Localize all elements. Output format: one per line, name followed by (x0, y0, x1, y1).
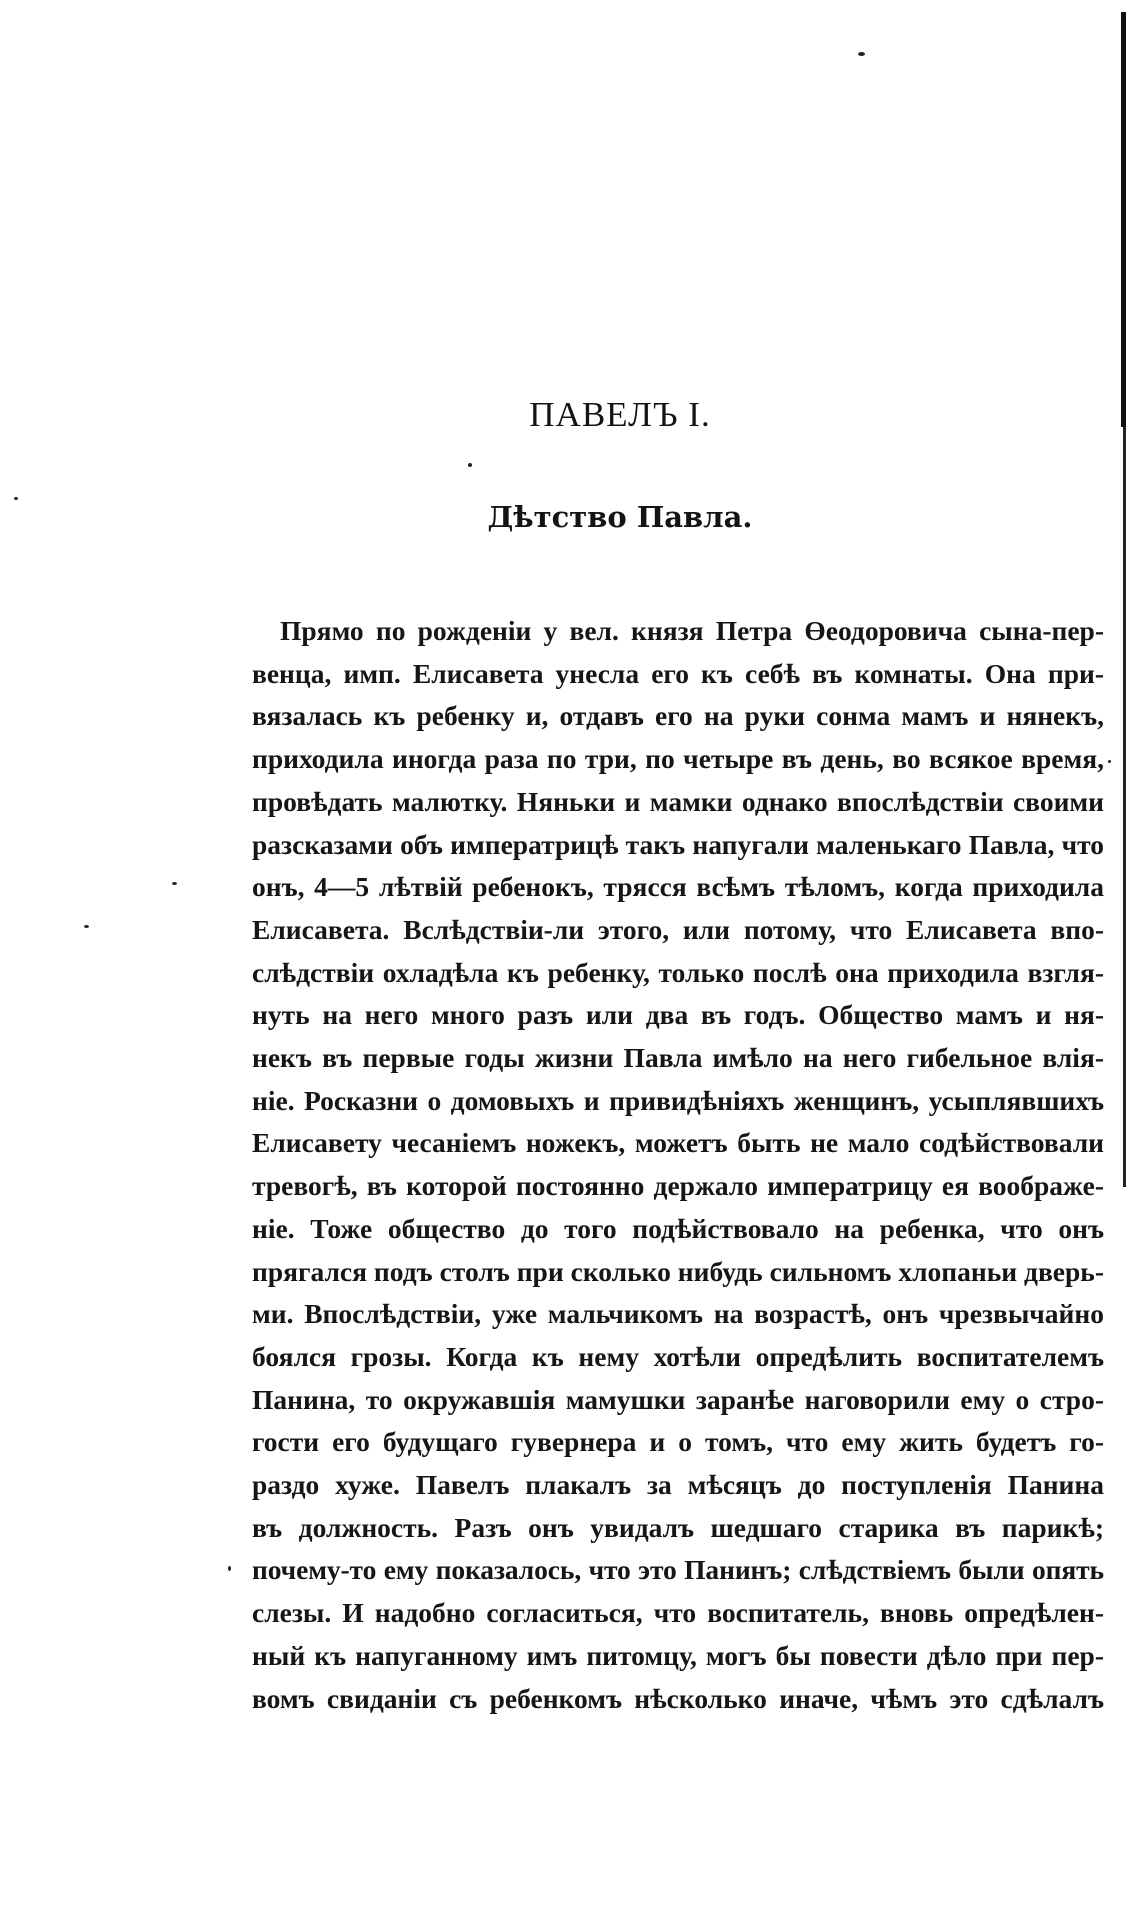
body-paragraph (252, 610, 1104, 1720)
print-speck (1108, 760, 1111, 763)
page-binding-edge (1121, 12, 1126, 427)
print-speck (84, 925, 89, 928)
text-line: разсказами объ императрицѣ такъ напугали маленькаго Павла, что (252, 828, 1104, 860)
text-line: гости его будущаго гувернера и о томъ, что ему жить будетъ го- (252, 1426, 1104, 1458)
print-speck (228, 1566, 231, 1571)
text-line: онъ, 4—5 лѣтвій ребенокъ, трясся всѣмъ тѣломъ, когда приходила (252, 871, 1104, 903)
section-title: Дѣтство Павла. (487, 500, 753, 534)
text-line: тревогѣ, въ которой постоянно держало императрицу ея воображе- (252, 1170, 1104, 1202)
print-speck (858, 52, 865, 56)
text-line: ми. Впослѣдствіи, уже мальчикомъ на возрастѣ, онъ чрезвычайно (252, 1298, 1104, 1330)
text-line: Елисавета. Вслѣдствіи-ли этого, или потому, что Елисавета впо- (252, 913, 1104, 945)
text-line: вязалась къ ребенку и, отдавъ его на руки сонма мамъ и нянекъ, (252, 700, 1104, 732)
chapter-title: ПАВЕЛЪ I. (529, 395, 711, 434)
text-line: Прямо по рожденіи у вел. князя Петра Өеодоровича сына-пер- (280, 615, 1104, 646)
text-line: нуть на него много разъ или два въ годъ. Общество мамъ и ня- (252, 999, 1104, 1031)
text-line: прягался подъ столъ при сколько нибудь сильномъ хлопаньи дверь- (252, 1255, 1104, 1287)
text-line: приходила иногда раза по три, по четыре въ день, во всякое время, (252, 743, 1104, 775)
text-line: боялся грозы. Когда къ нему хотѣли опредѣлить воспитателемъ (252, 1340, 1104, 1372)
page-binding-edge-lower (1123, 427, 1126, 1187)
text-line: вомъ свиданіи съ ребенкомъ нѣсколько иначе, чѣмъ это сдѣлалъ (252, 1682, 1104, 1714)
text-line: ніе. Тоже общество до того подѣйствовало на ребенка, что онъ (252, 1212, 1104, 1244)
print-speck (172, 882, 177, 885)
text-line: почему-то ему показалось, что это Панинъ; слѣдствіемъ были опять (252, 1554, 1104, 1586)
text-line: ніе. Росказни о домовыхъ и привидѣніяхъ женщинъ, усыплявшихъ (252, 1084, 1104, 1116)
text-line: Панина, то окружавшія мамушки заранѣе наговорили ему о стро- (252, 1383, 1104, 1415)
text-line: слезы. И надобно согласиться, что воспитатель, вновь опредѣлен- (252, 1597, 1104, 1629)
print-speck (468, 463, 472, 467)
text-line: венца, имп. Елисавета унесла его къ себѣ въ комнаты. Она при- (252, 657, 1104, 689)
text-line: слѣдствіи охладѣла къ ребенку, только послѣ она приходила взгля- (252, 956, 1104, 988)
text-line: въ должность. Разъ онъ увидалъ шедшаго старика въ парикѣ; (252, 1511, 1104, 1543)
text-line: раздо хуже. Павелъ плакалъ за мѣсяцъ до поступленія Панина (252, 1469, 1104, 1501)
text-line: Елисавету чесаніемъ ножекъ, можетъ быть не мало содѣйствовали (252, 1127, 1104, 1159)
text-line: провѣдать малютку. Няньки и мамки однако впослѣдствіи своими (252, 785, 1104, 817)
text-line: некъ въ первые годы жизни Павла имѣло на него гибельное влія- (252, 1042, 1104, 1074)
text-line: ный къ напуганному имъ питомцу, могъ бы повести дѣло при пер- (252, 1639, 1104, 1671)
